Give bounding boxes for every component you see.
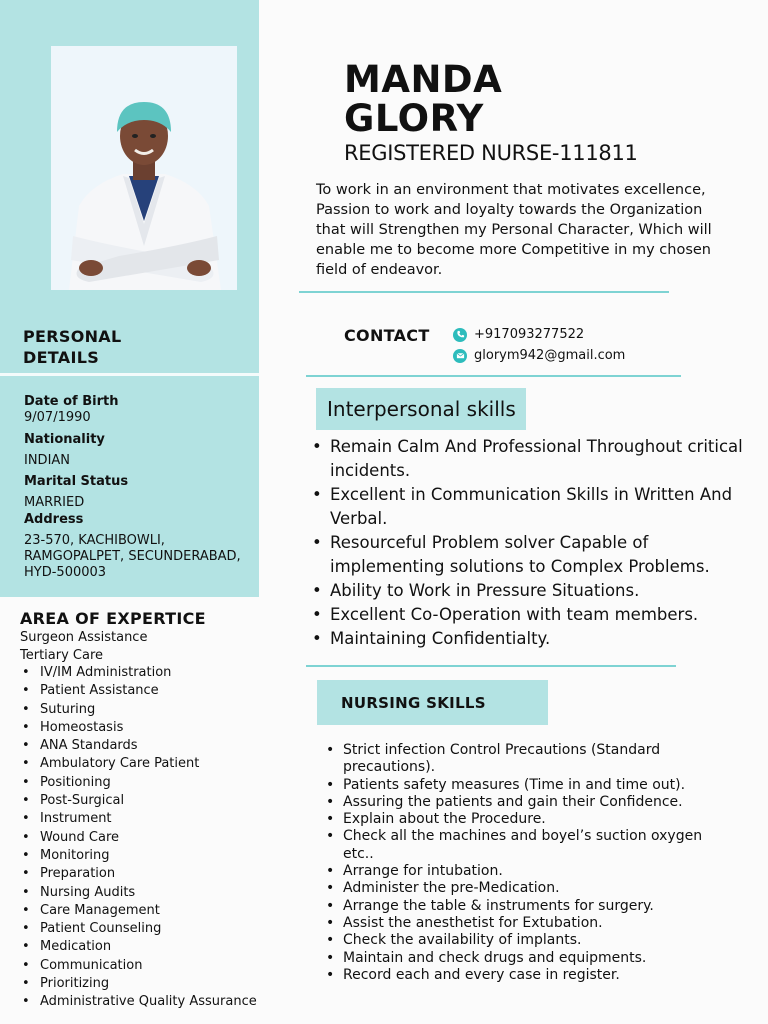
list-item: • Arrange for intubation. [325,863,725,880]
job-title: REGISTERED NURSE-111811 [344,141,638,165]
divider-line [306,375,681,377]
address-line-2: RAMGOPALPET, SECUNDERABAD, [24,549,241,564]
contact-phone [453,327,584,342]
list-item: • Ability to Work in Pressure Situations. [310,579,760,603]
nursing-skills-heading: NURSING SKILLS [317,680,548,725]
address-line-3: HYD-500003 [24,565,107,580]
list-item: • Positioning [22,774,257,792]
email-address: glorym942@gmail.com [474,348,626,363]
first-name: MANDA [344,58,503,101]
interpersonal-skills-list [310,435,760,651]
expertise-plain-item: Tertiary Care [20,648,104,663]
list-item: • Ambulatory Care Patient [22,755,257,773]
dob-label: Date of Birth [24,394,119,409]
list-item: • Patients safety measures (Time in and time out). [325,777,725,794]
divider-line [306,665,676,667]
list-item: • Strict infection Control Precautions (Standard precautions). [325,742,725,777]
list-item: • Communication [22,957,257,975]
expertise-list [22,664,257,1012]
list-item: • Medication [22,938,257,956]
interpersonal-skills-heading: Interpersonal skills [316,388,526,430]
list-item: • Patient Assistance [22,682,257,700]
personal-heading-line2: DETAILS [23,348,100,367]
email-icon [453,349,467,363]
address-line-1: 23-570, KACHIBOWLI, [24,533,165,548]
list-item: • Patient Counseling [22,920,257,938]
phone-number: +917093277522 [474,327,585,342]
nationality-label: Nationality [24,432,105,447]
list-item: • Wound Care [22,829,257,847]
list-item: • Instrument [22,810,257,828]
objective-text: To work in an environment that motivates excellence, Passion to work and loyalty towards the Organization that will Strengthen my Personal Character, Which will enable me to become more Competitive in my chosen field of endeavor. [316,182,712,278]
list-item: • Excellent in Communication Skills in Written And Verbal. [310,483,760,531]
list-item: • Remain Calm And Professional Throughout critical incidents. [310,435,760,483]
divider-line [299,291,669,293]
expertise-plain-item: Surgeon Assistance [20,630,148,645]
list-item: • IV/IM Administration [22,664,257,682]
list-item: • Record each and every case in register. [325,967,725,984]
left-panel-divider [0,373,259,376]
list-item: • Check all the machines and boyel’s suction oxygen etc.. [325,828,725,863]
expertise-heading: AREA OF EXPERTICE [20,609,206,628]
personal-details-heading [23,326,121,368]
list-item: • Nursing Audits [22,884,257,902]
list-item: • Resourceful Problem solver Capable of implementing solutions to Complex Problems. [310,531,760,579]
list-item: • Care Management [22,902,257,920]
list-item: • Administer the pre-Medication. [325,880,725,897]
marital-status-label: Marital Status [24,474,129,489]
candidate-name [344,60,502,138]
list-item: • Prioritizing [22,975,257,993]
address-label: Address [24,512,84,527]
dob-value: 9/07/1990 [24,410,91,425]
list-item: • Post-Surgical [22,792,257,810]
list-item: • Administrative Quality Assurance [22,993,257,1011]
list-item: • Check the availability of implants. [325,932,725,949]
list-item: • Monitoring [22,847,257,865]
profile-photo [51,46,237,290]
contact-heading: CONTACT [344,326,430,345]
list-item: • Maintain and check drugs and equipments. [325,950,725,967]
nursing-skills-list [325,742,725,984]
list-item: • Preparation [22,865,257,883]
list-item: • Explain about the Procedure. [325,811,725,828]
list-item: • Assuring the patients and gain their Confidence. [325,794,725,811]
phone-icon [453,328,467,342]
list-item: • Assist the anesthetist for Extubation. [325,915,725,932]
personal-heading-line1: PERSONAL [23,327,122,346]
contact-email [453,348,625,363]
list-item: • Excellent Co-Operation with team members. [310,603,760,627]
list-item: • ANA Standards [22,737,257,755]
list-item: • Homeostasis [22,719,257,737]
nationality-value: INDIAN [24,453,71,468]
list-item: • Arrange the table & instruments for surgery. [325,898,725,915]
list-item: • Suturing [22,701,257,719]
marital-status-value: MARRIED [24,495,85,510]
last-name: GLORY [344,97,484,140]
list-item: • Maintaining Confidentialty. [310,627,760,651]
